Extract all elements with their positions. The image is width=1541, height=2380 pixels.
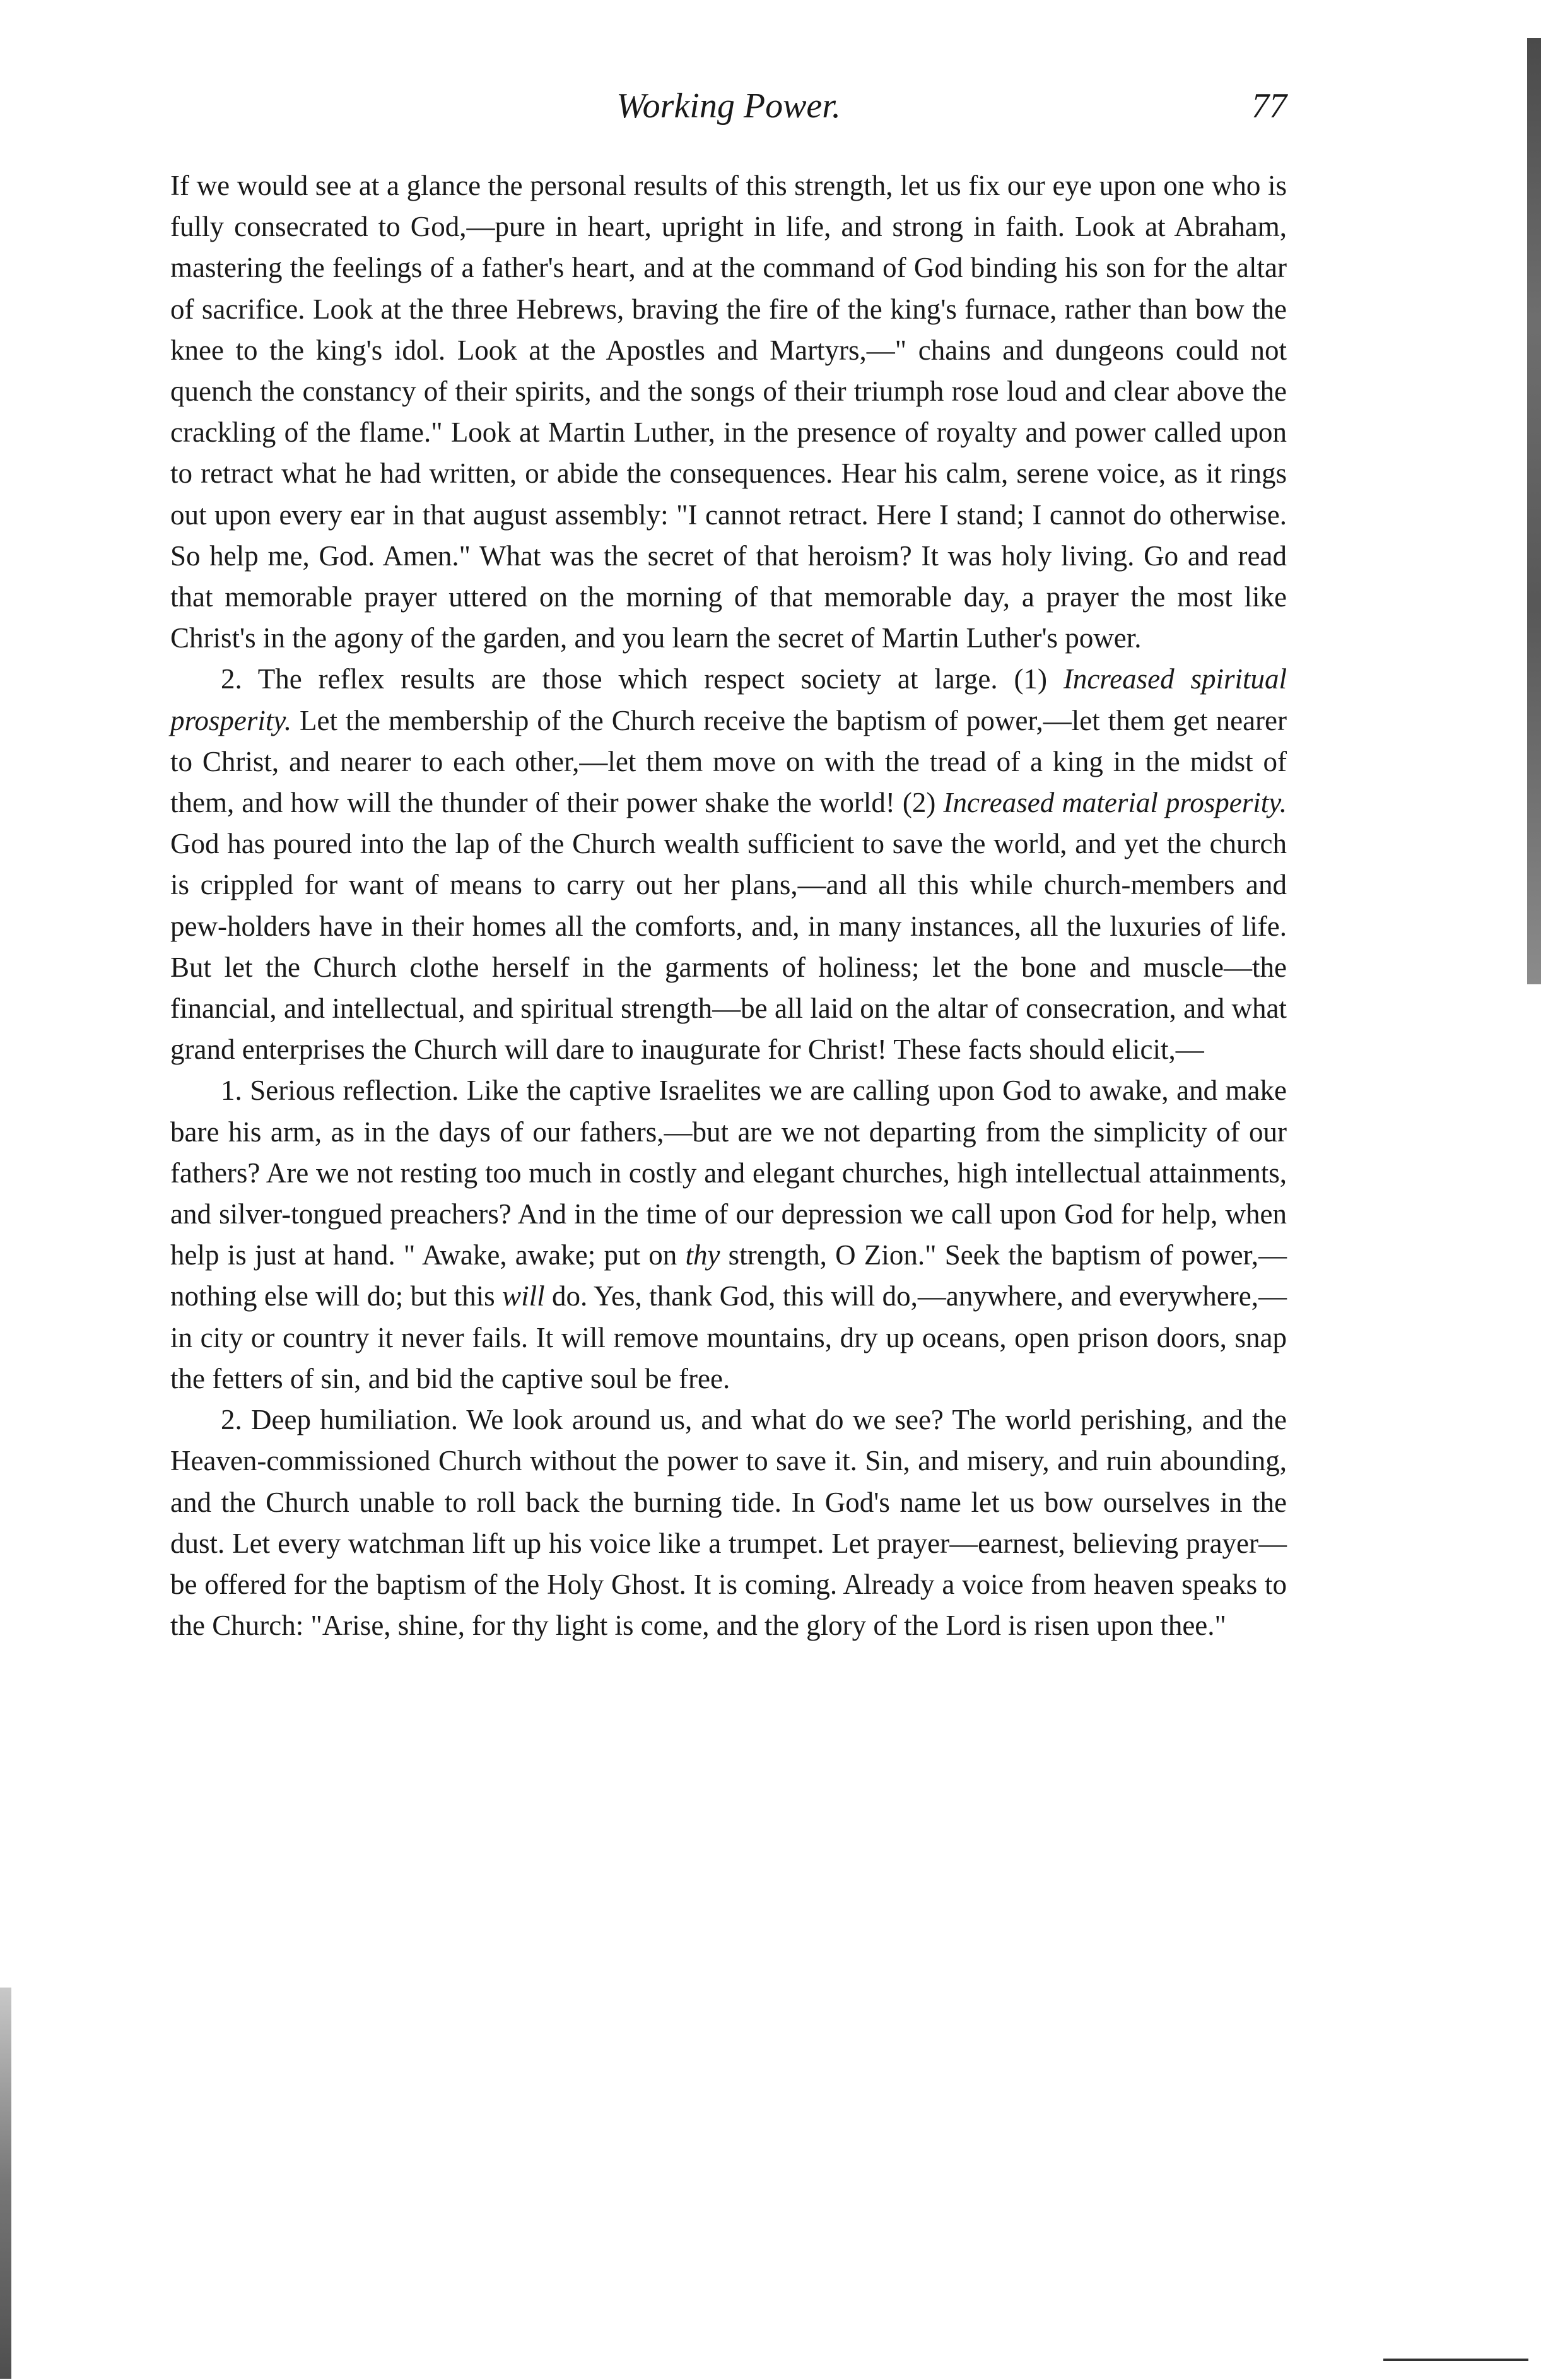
text-segment: strength, O Zion." Seek the baptism of power,—nothing else will do; but this [170, 1239, 1287, 1312]
text-segment: 2. Deep humiliation. We look around us, and what do we see? The world perishing, and the Heaven-commissioned Church without the power to save it. Sin, and misery, and ruin abounding, and the Church unable to roll back the burning tide. In God's name let us bow ourselves in the dust. Let every watchman lift up his voice like a trumpet. Let prayer—earnest, believing prayer—be offered for the baptism of the Holy Ghost. It is coming. Already a voice from heaven speaks to the Church: "Arise, shine, for thy light is come, and the glory of the Lord is risen upon thee." [170, 1404, 1287, 1642]
scan-edge-right [1527, 38, 1541, 984]
text-segment: do. Yes, thank God, this will do,—anywhere, and everywhere,—in city or country it never fails. It will remove mountains, dry up oceans, open prison doors, snap the fetters of sin, and bid the captive soul be free. [170, 1280, 1287, 1394]
text-segment: God has poured into the lap of the Church wealth sufficient to save the world, and yet the church is crippled for want of means to carry out her plans,—and all this while church-members and pew-holders have in their homes all the comforts, and, in many instances, all the luxuries of life. But let the Church clothe herself in the garments of holiness; let the bone and muscle—the financial, and intellectual, and spiritual strength—be all laid on the altar of consecration, and what grand enterprises the Church will dare to inaugurate for Christ! These facts should elicit,— [170, 828, 1287, 1066]
paragraph [170, 1070, 1287, 1399]
body-text [170, 165, 1287, 1646]
italic-text: Increased material prosperity. [943, 787, 1287, 819]
text-segment: 2. The reflex results are those which respect society at large. (1) [221, 663, 1063, 695]
text-segment: Let the membership of the Church receive the baptism of power,—let them get nearer to Christ, and nearer to each other,—let them move on with the tread of a king in the midst of them, and how will the thunder of their power shake the world! (2) [170, 704, 1287, 819]
text-segment: 1. Serious reflection. Like the captive Israelites we are calling upon God to awake, and make bare his arm, as in the days of our fathers,—but are we not departing from the simplicity of our fathers? Are we not resting too much in costly and elegant churches, high intellectual attainments, and silver-tongued preachers? And in the time of our depression we call upon God for help, when help is just at hand. " Awake, awake; put on [170, 1075, 1287, 1271]
paragraph [170, 165, 1287, 659]
running-head-title: Working Power. [616, 86, 841, 126]
page-number: 77 [1251, 86, 1287, 126]
running-head [170, 74, 1287, 144]
italic-text: Increased spiritual prosperity. [170, 663, 1287, 736]
paragraph [170, 1399, 1287, 1646]
text-segment: If we would see at a glance the personal results of this strength, let us fix our eye upon one who is fully consecrated to God,—pure in heart, upright in life, and strong in faith. Look at Abraham, mastering the feelings of a father's heart, and at the command of God binding his son for the altar of sacrifice. Look at the three Hebrews, braving the fire of the king's furnace, rather than bow the knee to the king's idol. Look at the Apostles and Martyrs,—" chains and dungeons could not quench the constancy of their spirits, and the songs of their triumph rose loud and clear above the crackling of the flame." Look at Martin Luther, in the presence of royalty and power called upon to retract what he had written, or abide the consequences. Hear his calm, serene voice, as it rings out upon every ear in that august assembly: "I cannot retract. Here I stand; I cannot do otherwise. So help me, God. Amen." What was the secret of that heroism? It was holy living. Go and read that memorable prayer uttered on the morning of that memorable day, a prayer the most like Christ's in the agony of the garden, and you learn the secret of Martin Luther's power. [170, 170, 1287, 654]
italic-text: will [502, 1280, 545, 1312]
bottom-rule [1383, 2359, 1528, 2361]
scan-edge-left [0, 1988, 11, 2379]
paragraph [170, 659, 1287, 1070]
italic-text: thy [685, 1239, 720, 1271]
